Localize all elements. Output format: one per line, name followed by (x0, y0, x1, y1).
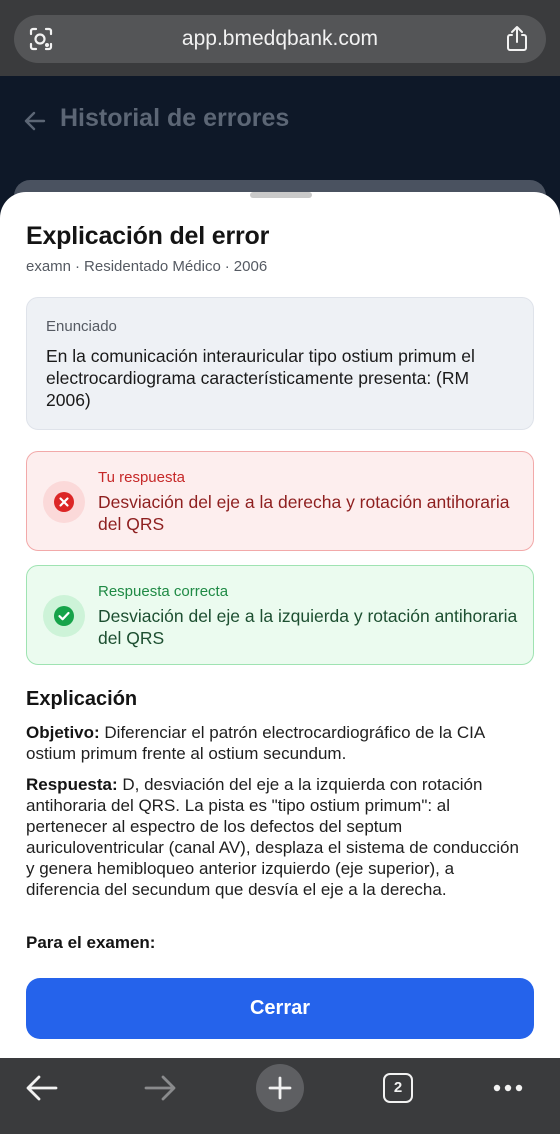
new-tab-button[interactable] (250, 1058, 310, 1118)
more-dots-icon (493, 1084, 523, 1092)
sheet-title: Explicación del error (26, 222, 270, 250)
question-statement-box (26, 297, 534, 430)
tab-switcher-button[interactable] (368, 1058, 428, 1118)
meta-separator: · (75, 258, 81, 275)
correct-answer-box (26, 565, 534, 665)
browser-top-bar (0, 0, 560, 76)
correct-answer-text: Desviación del eje a la izquierda y rotación antihoraria del QRS (98, 606, 518, 648)
arrow-left-icon (26, 1075, 58, 1101)
close-button[interactable]: Cerrar (26, 978, 534, 1039)
your-answer-icon-badge (43, 481, 85, 523)
new-tab-circle (256, 1064, 304, 1112)
arrow-right-icon (144, 1075, 176, 1101)
question-meta (26, 258, 267, 275)
address-bar[interactable] (14, 15, 546, 63)
meta-separator: · (224, 258, 230, 275)
explanation-heading: Explicación (26, 688, 138, 710)
error-explanation-sheet (0, 192, 560, 1058)
objective-label: Objetivo: (26, 723, 100, 742)
your-answer-box (26, 451, 534, 551)
meta-source: examn (26, 258, 72, 275)
correct-answer-icon-badge (43, 595, 85, 637)
browser-forward-button[interactable] (130, 1058, 190, 1118)
browser-menu-button[interactable] (478, 1058, 538, 1118)
plus-icon (268, 1076, 292, 1100)
page-header (0, 76, 560, 168)
share-icon[interactable] (504, 25, 530, 53)
explanation-answer (26, 774, 526, 900)
your-answer-text: Desviación del eje a la derecha y rotación antihoraria del QRS (98, 492, 510, 534)
statement-text: En la comunicación interauricular tipo ostium primum el electrocardiograma característicamente presenta: (RM 2006) (46, 346, 475, 410)
exam-tip-label: Para el examen: (26, 933, 156, 952)
explanation-exam-tip (26, 932, 526, 953)
browser-back-button[interactable] (12, 1058, 72, 1118)
browser-bottom-toolbar (0, 1058, 560, 1134)
answer-label: Respuesta: (26, 775, 118, 794)
x-circle-icon (53, 491, 75, 513)
correct-answer-label: Respuesta correcta (98, 583, 229, 600)
url-text[interactable]: app.bmedqbank.com (181, 27, 379, 50)
page-title: Historial de errores (60, 104, 290, 132)
your-answer-label: Tu respuesta (98, 469, 185, 486)
meta-year: 2006 (233, 258, 268, 275)
objective-text: Diferenciar el patrón electrocardiográfico de la CIA ostium primum frente al ostium secundum. (26, 723, 485, 763)
answer-explanation-text: D, desviación del eje a la izquierda con rotación antihoraria del QRS. La pista es "tipo ostium primum": al pertenecer al espectro de los defectos del septum auriculoventricular (canal AV), desplaza el sistema de conducción y genera hemibloqueo anterior izquierdo (eje superior), a diferencia del secundum que desvía el eje a la derecha. (26, 775, 519, 899)
sheet-drag-handle[interactable] (250, 192, 312, 198)
statement-label: Enunciado (46, 318, 117, 335)
back-arrow-icon[interactable] (24, 110, 46, 132)
explanation-objective (26, 722, 526, 764)
meta-exam: Residentado Médico (84, 258, 221, 275)
check-circle-icon (53, 605, 75, 627)
tab-count: 2 (383, 1073, 413, 1103)
